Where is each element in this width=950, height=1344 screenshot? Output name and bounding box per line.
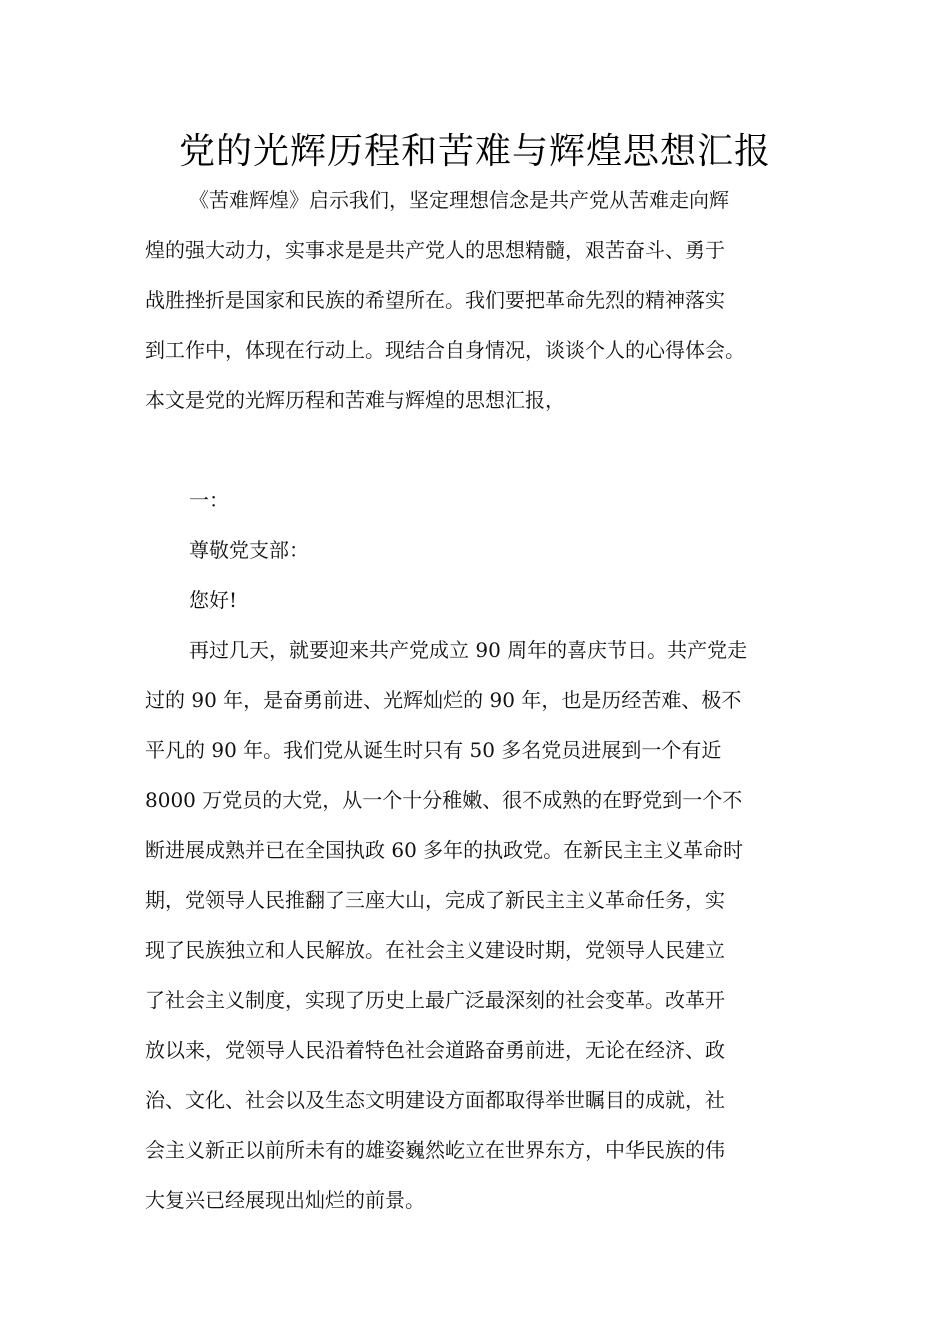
body-line-1: 再过几天，就要迎来共产党成立 90 周年的喜庆节日。共产党走 [189, 638, 748, 662]
salutation: 尊敬党支部： [189, 538, 309, 562]
intro-line-1: 《苦难辉煌》启示我们，坚定理想信念是共产党从苦难走向辉 [189, 188, 729, 212]
body-line-12: 大复兴已经展现出灿烂的前景。 [145, 1188, 425, 1212]
body-line-6: 期，党领导人民推翻了三座大山，完成了新民主主义革命任务，实 [145, 888, 725, 912]
intro-line-3: 战胜挫折是国家和民族的希望所在。我们要把革命先烈的精神落实 [145, 288, 725, 312]
body-line-9: 放以来，党领导人民沿着特色社会道路奋勇前进，无论在经济、政 [145, 1038, 725, 1062]
intro-line-5: 本文是党的光辉历程和苦难与辉煌的思想汇报， [145, 388, 565, 412]
section-label: 一： [189, 488, 229, 512]
body-line-5: 断进展成熟并已在全国执政 60 多年的执政党。在新民主主义革命时 [145, 838, 744, 862]
body-line-8: 了社会主义制度，实现了历史上最广泛最深刻的社会变革。改革开 [145, 988, 725, 1012]
document-title: 党的光辉历程和苦难与辉煌思想汇报 [178, 131, 771, 172]
intro-line-2: 煌的强大动力，实事求是是共产党人的思想精髓，艰苦奋斗、勇于 [145, 238, 725, 262]
intro-line-4: 到工作中，体现在行动上。现结合自身情况，谈谈个人的心得体会。 [145, 338, 745, 362]
body-line-2: 过的 90 年，是奋勇前进、光辉灿烂的 90 年，也是历经苦难、极不 [145, 688, 742, 712]
greeting: 您好! [189, 588, 238, 612]
body-line-10: 治、文化、社会以及生态文明建设方面都取得举世瞩目的成就，社 [145, 1088, 725, 1112]
body-line-7: 现了民族独立和人民解放。在社会主义建设时期，党领导人民建立 [145, 938, 725, 962]
body-line-3: 平凡的 90 年。我们党从诞生时只有 50 多名党员进展到一个有近 [145, 738, 722, 762]
body-line-11: 会主义新正以前所未有的雄姿巍然屹立在世界东方，中华民族的伟 [145, 1138, 725, 1162]
body-line-4: 8000 万党员的大党，从一个十分稚嫩、很不成熟的在野党到一个不 [145, 788, 743, 812]
